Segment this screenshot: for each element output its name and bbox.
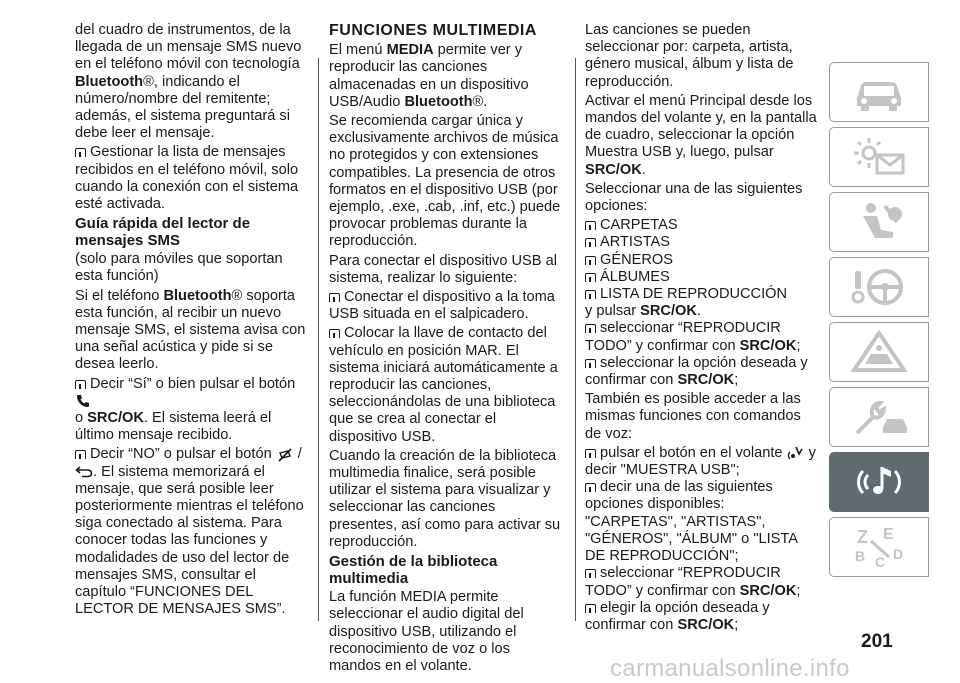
bullet-item: Decir “Sí” o bien pulsar el botón o SRC/OK. El sistema leerá el último mensaje recibido. [75,375,296,444]
page-number: 201 [861,631,893,652]
bullet-icon [585,359,596,368]
tab-warning-lights[interactable] [829,127,929,187]
bullet-icon [585,604,596,613]
chapter-tabs [829,62,929,582]
paragraph: Activar el menú Principal desde los mandos del volante y, en la pantalla de cuadro, seleccionar la opción Muestra USB y, luego, pulsar SRC/OK. [585,92,817,178]
paragraph: del cuadro de instrumentos, de la llegada de un mensaje SMS nuevo en el teléfono móvil con tecnología Bluetooth®, indicando el número/nombre del remitente; además, el sistema preguntará si debe leer el mensaje. [75,22,302,142]
bullet-icon [585,256,596,265]
bullet-icon [75,380,86,389]
option-item: CARPETAS [585,217,817,234]
option-item: GÉNEROS [585,252,817,269]
paragraph: La función MEDIA permite seleccionar el audio digital del dispositivo USB, utilizando el reconocimiento de voz o los mandos en el volante. [329,589,524,674]
svg-text:D: D [893,546,904,562]
bullet-icon [75,450,86,459]
bullet-icon [585,238,596,247]
tab-vehicle[interactable] [829,62,929,122]
multimedia-icon [849,459,909,505]
watermark: carmanualsonline.info [610,655,850,682]
phone-icon [75,393,91,409]
paragraph: Cuando la creación de la biblioteca multimedia finalice, será posible utilizar el sistema para visualizar y seleccionar las canciones presentes, así como para activar su reproducción. [329,447,561,550]
bullet-item: seleccionar la opción deseada y confirmar con SRC/OK; [585,354,808,389]
tab-maintenance[interactable] [829,387,929,447]
tab-emergency[interactable] [829,322,929,382]
bullet-icon [585,290,596,299]
bullet-icon [329,329,340,338]
option-item: ÁLBUMES [585,269,817,286]
paragraph: El menú MEDIA permite ver y reproducir las canciones almacenadas en un dispositivo USB/Audio Bluetooth®. [329,42,529,110]
bullet-item: elegir la opción deseada y confirmar con SRC/OK; [585,599,770,633]
bullet-icon [585,324,596,333]
bullet-item: decir una de las siguientes opciones disponibles: "CARPETAS", "ARTISTAS", "GÉNEROS", "ÁLBUM" o "LISTA DE REPRODUCCIÓN"; [585,479,798,565]
warning-triangle-icon [849,330,909,374]
option-item: ARTISTAS [585,234,817,251]
svg-text:C: C [875,554,886,570]
bullet-icon [329,293,340,302]
option-item: LISTA DE REPRODUCCIÓN y pulsar SRC/OK. [585,286,788,320]
bullet-item: Conectar el dispositivo a la toma USB situada en el salpicadero. [329,289,555,323]
bullet-item: pulsar el botón en el volante y decir "MUESTRA USB"; [585,444,816,479]
bullet-icon [585,569,596,578]
bullet-item: seleccionar “REPRODUCIR TODO” y confirmar con SRC/OK; [585,320,801,354]
return-arrow-icon [75,466,93,478]
paragraph: (solo para móviles que soportan esta función) [75,251,283,285]
tab-starting-driving[interactable] [829,257,929,317]
tab-index[interactable] [829,517,929,577]
bullet-icon [585,273,596,282]
mute-icon [276,447,294,463]
subheading-library: Gestión de la biblioteca multimedia [329,553,498,588]
bullet-item: seleccionar “REPRODUCIR TODO” y confirmar con SRC/OK; [585,565,801,599]
bullet-icon [585,483,596,492]
bullet-item: Decir “NO” o pulsar el botón / . El sistema memorizará el mensaje, que será posible leer posteriormente mientras el teléfono siga conectado al sistema. Para conocer todas las funciones y modalidades de uso del lector de mensajes SMS, consultar el capítulo “FUNCIONES DEL LECTOR DE MENSAJES SMS”. [75,446,304,618]
svg-text:Z: Z [857,527,868,547]
bullet-item: Colocar la llave de contacto del vehículo en posición MAR. El sistema iniciará automáticamente a reproducir las canciones, seleccionándolas de una biblioteca que se crea al conectar el dispositivo USB. [329,325,558,445]
tab-multimedia[interactable] [829,452,929,512]
bullet-icon [585,449,596,458]
column-divider [575,58,576,621]
bullet-icon [585,221,596,230]
bullet-item: Gestionar la lista de mensajes recibidos en el teléfono móvil, solo cuando la conexión con el sistema esté activada. [75,144,299,213]
column-3 [585,22,817,634]
paragraph: Si el teléfono Bluetooth® soporta esta función, al recibir un nuevo mensaje SMS, el sistema avisa con una señal acústica y pide si se desea leerlo. [75,287,306,373]
svg-text:E: E [883,526,894,543]
paragraph: Seleccionar una de las siguientes opciones: [585,180,803,215]
bullet-icon [75,148,86,157]
section-title: FUNCIONES MULTIMEDIA [329,22,537,39]
airbag-seat-icon [849,200,909,244]
column-2 [329,22,565,677]
paragraph: También es posible acceder a las mismas funciones con comandos de voz: [585,391,801,442]
warning-light-icon [849,135,909,179]
column-divider [318,58,319,621]
paragraph: Se recomienda cargar única y exclusivamente archivos de música no protegidos y con extensiones compatibles. La presencia de otros formatos en el dispositivo USB (por ejemplo, .exe, .cab, .inf, etc.) puede provocar problemas durante la reproducción. [329,113,561,250]
column-1 [75,22,307,621]
steering-wheel-icon [849,265,909,309]
car-icon [849,72,909,112]
paragraph: Para conectar el dispositivo USB al sistema, realizar lo siguiente: [329,252,557,286]
index-icon [849,523,909,571]
paragraph: Las canciones se pueden seleccionar por: carpeta, artista, género musical, álbum y lista de reproducción. [585,22,794,90]
voice-command-icon [787,445,805,461]
wrench-car-icon [849,395,909,439]
subheading-sms: Guía rápida del lector de mensajes SMS [75,215,251,250]
svg-text:B: B [855,548,866,564]
tab-safety[interactable] [829,192,929,252]
